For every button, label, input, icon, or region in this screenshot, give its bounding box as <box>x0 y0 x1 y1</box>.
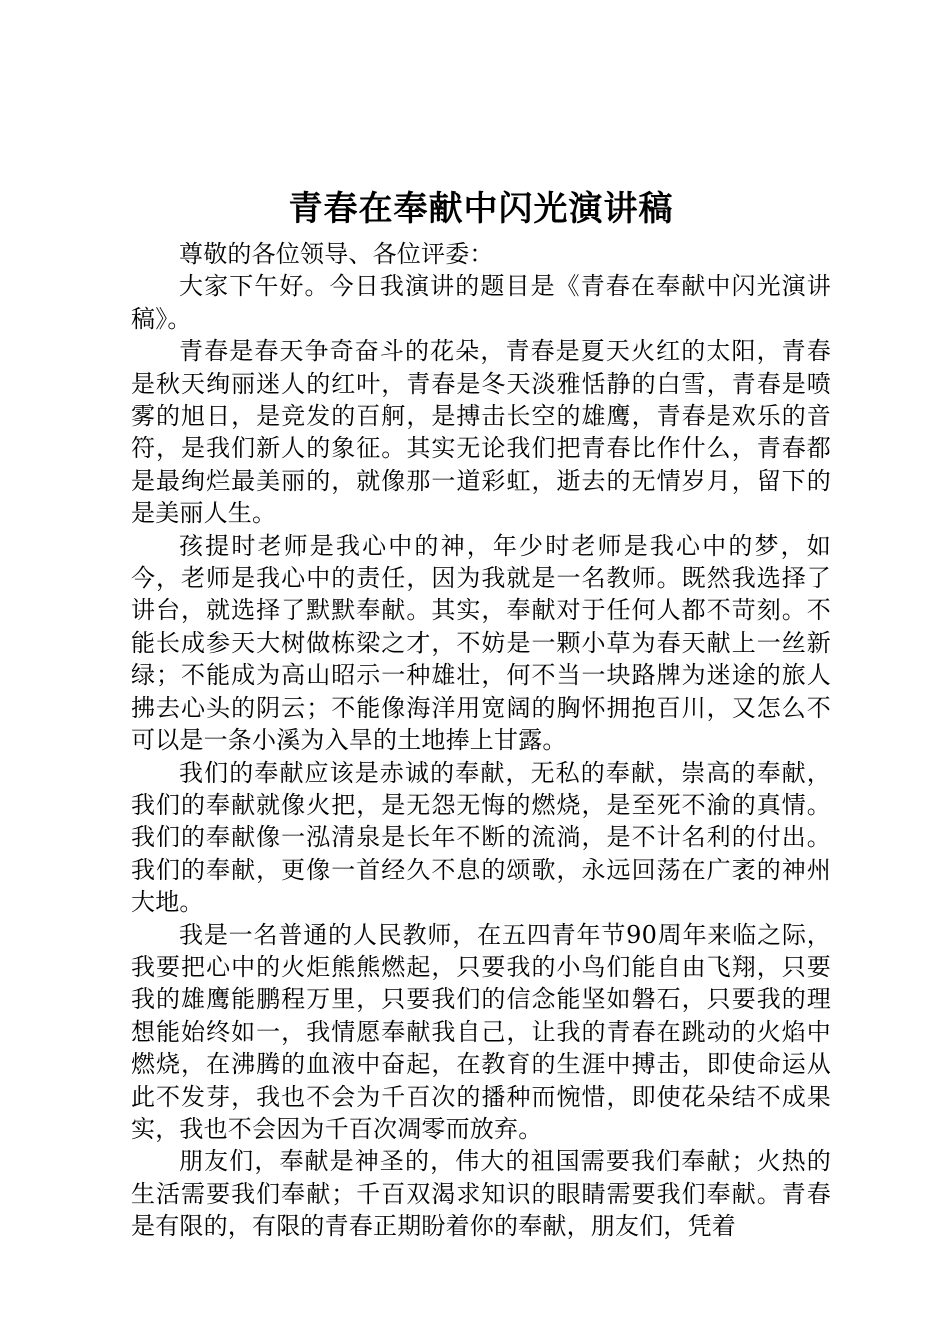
body-paragraph: 朋友们，奉献是神圣的，伟大的祖国需要我们奉献；火热的生活需要我们奉献；千百双渴求知识的眼睛需要我们奉献。青春是有限的，有限的青春正期盼着你的奉献，朋友们，凭着 <box>131 1147 831 1241</box>
intro-paragraph: 大家下午好。今日我演讲的题目是《青春在奉献中闪光演讲稿》。 <box>131 272 831 333</box>
body-paragraph: 我是一名普通的人民教师，在五四青年节90周年来临之际，我要把心中的火炬熊熊燃起，只要我的小鸟们能自由飞翔，只要我的雄鹰能鹏程万里，只要我们的信念能坚如磐石，只要我的理想能始终如一，我情愿奉献我自己，让我的青春在跳动的火焰中燃烧，在沸腾的血液中奋起，在教育的生涯中搏击，即使命运从此不发芽，我也不会为千百次的播种而惋惜，即使花朵结不成果实，我也不会因为千百次凋零而放弃。 <box>131 920 831 1143</box>
body-paragraph: 我们的奉献应该是赤诚的奉献，无私的奉献，崇高的奉献，我们的奉献就像火把，是无怨无悔的燃烧，是至死不渝的真情。我们的奉献像一泓清泉是长年不断的流淌，是不计名利的付出。我们的奉献，更像一首经久不息的颂歌，永远回荡在广袤的神州大地。 <box>131 758 831 917</box>
document-page <box>131 180 831 1243</box>
salutation-paragraph: 尊敬的各位领导、各位评委： <box>179 240 494 268</box>
body-paragraph: 孩提时老师是我心中的神，年少时老师是我心中的梦，如今，老师是我心中的责任，因为我就是一名教师。既然我选择了讲台，就选择了默默奉献。其实，奉献对于任何人都不苛刻。不能长成参天大树做栋梁之才，不妨是一颗小草为春天献上一丝新绿；不能成为高山昭示一种雄壮，何不当一块路牌为迷途的旅人拂去心头的阴云；不能像海洋用宽阔的胸怀拥抱百川，又怎么不可以是一条小溪为入旱的土地捧上甘露。 <box>131 531 831 755</box>
document-title: 青春在奉献中闪光演讲稿 <box>288 189 674 229</box>
body-paragraph: 青春是春天争奇奋斗的花朵，青春是夏天火红的太阳，青春是秋天绚丽迷人的红叶，青春是冬天淡雅恬静的白雪，青春是喷雾的旭日，是竞发的百舸，是搏击长空的雄鹰，青春是欢乐的音符，是我们新人的象征。其实无论我们把青春比作什么，青春都是最绚烂最美丽的，就像那一道彩虹，逝去的无情岁月，留下的是美丽人生。 <box>131 337 831 528</box>
